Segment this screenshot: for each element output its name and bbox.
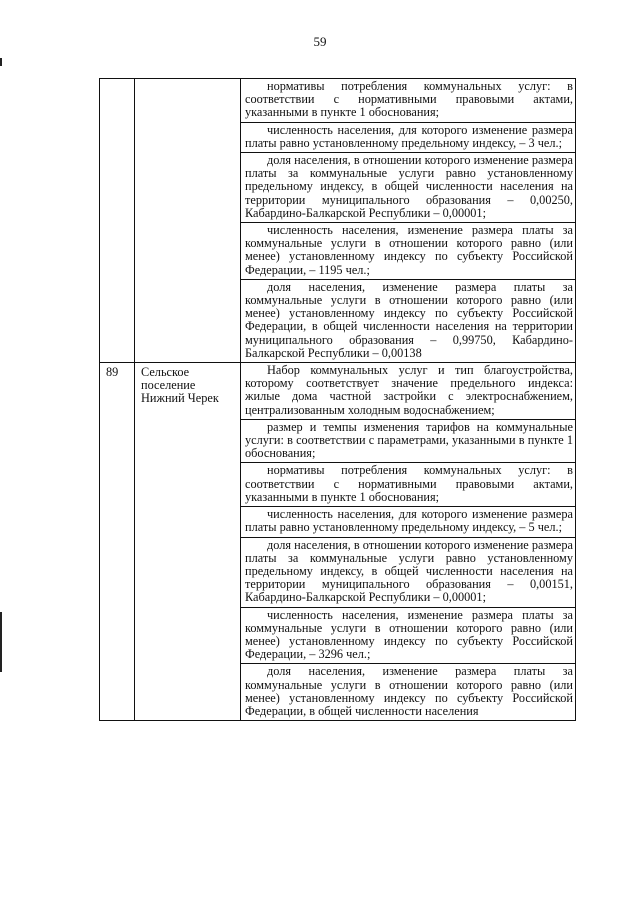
paragraph-text: численность населения, изменение размера платы за коммунальные услуги в отношении которого равно (или менее) установленному индексу по субъекту Российской Федерации, – 3296 чел.; (245, 607, 573, 662)
paragraph-text: размер и темпы изменения тарифов на коммунальные услуги: в соответствии с параметрами, указанными в пункте 1 обоснования; (245, 419, 573, 461)
justification-paragraph (241, 608, 575, 665)
justification-cell (241, 79, 576, 363)
table-row (100, 79, 576, 363)
table-row (100, 363, 576, 721)
paragraph-text: доля населения, изменение размера платы за коммунальные услуги в отношении которого равно (или менее) установленному индексу по субъекту Российской Федерации, в общей численности населения на территории муниципального образования – 0,99750, Кабардино-Балкарской Республики – 0,00138 (245, 279, 573, 360)
paragraph-text: доля населения, в отношении которого изменение размера платы за коммунальные услуги равно установленному предельному индексу, в общей численности населения на территории муниципального образования – 0,00151, Кабардино-Балкарской Республики – 0,00001; (245, 537, 573, 605)
municipality-name (135, 79, 241, 363)
justification-paragraph (241, 79, 575, 123)
justification-paragraph (241, 507, 575, 537)
justification-table (99, 78, 576, 721)
paragraph-text: доля населения, изменение размера платы за коммунальные услуги в отношении которого равно (или менее) установленному индексу по субъекту Российской Федерации, в общей численности населения (245, 664, 573, 718)
justification-paragraph (241, 664, 575, 720)
justification-paragraph (241, 123, 575, 153)
justification-paragraph (241, 538, 575, 608)
justification-paragraph (241, 463, 575, 507)
justification-paragraph (241, 363, 575, 420)
paragraph-text: Набор коммунальных услуг и тип благоустройства, которому соответствует значение предельного индекса: жилые дома частной застройки с электроснабжением, централизованным холодным водоснабжением; (245, 363, 573, 417)
paragraph-text: численность населения, для которого изменение размера платы равно установленному предельному индексу, – 3 чел.; (245, 122, 573, 150)
page-number: 59 (313, 34, 327, 49)
scan-edge-mark (0, 58, 2, 66)
justification-paragraph (241, 223, 575, 280)
row-number (100, 79, 135, 363)
scan-edge-mark (0, 612, 2, 672)
justification-cell (241, 363, 576, 721)
paragraph-text: доля населения, в отношении которого изменение размера платы за коммунальные услуги равно установленному предельному индексу, в общей численности населения на территории муниципального образования – 0,00250, Кабардино-Балкарской Республики – 0,00001; (245, 153, 573, 220)
row-number: 89 (100, 363, 135, 721)
paragraph-text: нормативы потребления коммунальных услуг: в соответствии с нормативными правовыми актами, указанными в пункте 1 обоснования; (245, 463, 573, 504)
justification-paragraph (241, 153, 575, 223)
paragraph-text: нормативы потребления коммунальных услуг: в соответствии с нормативными правовыми актами, указанными в пункте 1 обоснования; (245, 79, 573, 120)
paragraph-text: численность населения, для которого изменение размера платы равно установленному предельному индексу, – 5 чел.; (245, 507, 573, 535)
municipality-name: Сельское поселение Нижний Черек (135, 363, 241, 721)
paragraph-text: численность населения, изменение размера платы за коммунальные услуги в отношении которого равно (или менее) установленному индексу по субъекту Российской Федерации, – 1195 чел.; (245, 223, 573, 277)
justification-paragraph (241, 280, 575, 362)
justification-paragraph (241, 420, 575, 464)
